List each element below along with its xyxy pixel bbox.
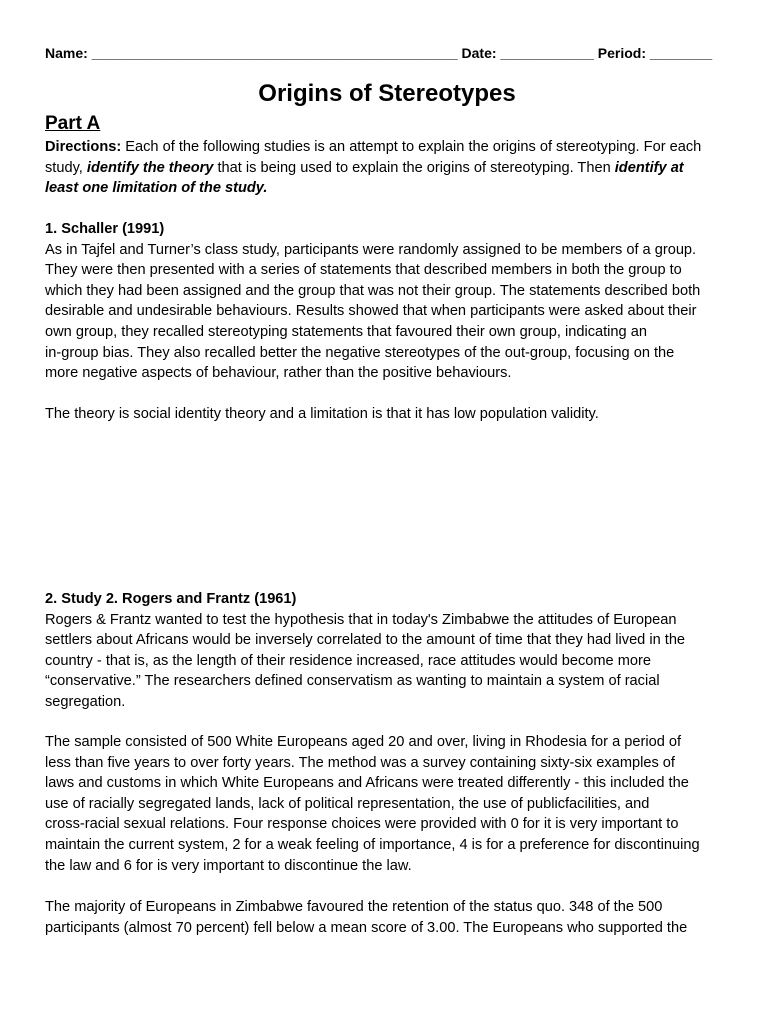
study-1-answer-text: The theory is social identity theory and a limitation is that it has low population validity. — [45, 406, 599, 422]
study-1-answer[interactable] — [45, 404, 729, 425]
study-2-heading: 2. Study 2. Rogers and Frantz (1961) — [45, 591, 297, 607]
study-1-line: As in Tajfel and Turner’s class study, participants were randomly assigned to be members of a group. — [45, 241, 697, 258]
directions-line-2 — [45, 158, 729, 179]
study-2-para3-line: The majority of Europeans in Zimbabwe favoured the retention of the status quo. 348 of the 500 — [45, 899, 663, 915]
study-2-section — [45, 589, 729, 713]
part-a-heading: Part A — [45, 113, 101, 134]
page-title: Origins of Stereotypes — [258, 80, 516, 107]
study-1-line: They were then presented with a series of statements that described members in both the group to — [45, 262, 682, 279]
directions-label: Directions: — [45, 139, 122, 155]
study-2-para1-line: settlers about Africans would be inversely correlated to the amount of time that they had lived in the — [45, 632, 686, 649]
study-2-para2-line: cross-racial sexual relations. Four response choices were provided with 0 for it is very important to — [45, 816, 679, 833]
directions-line-1 — [45, 137, 729, 158]
study-2-results-paragraph — [45, 897, 729, 938]
date-blank[interactable]: ____________ — [500, 45, 594, 61]
study-2-para3-line: participants (almost 70 percent) fell below a mean score of 3.00. The Europeans who supported the — [45, 919, 688, 936]
directions-line-3: least one limitation of the study. — [45, 180, 268, 197]
study-2-sample-paragraph — [45, 732, 729, 876]
study-2-para2-line: use of racially segregated lands, lack of political representation, the use of publicfacilities, and — [45, 795, 650, 812]
directions-text-1: Each of the following studies is an attempt to explain the origins of stereotyping. For each — [121, 139, 702, 155]
study-2-para2-line: the law and 6 for is very important to discontinue the law. — [45, 857, 412, 874]
directions-text-2a: study, — [45, 159, 87, 176]
student-info-header — [45, 45, 729, 61]
study-2-para1-line: segregation. — [45, 693, 126, 710]
study-1-line: own group, they recalled stereotyping statements that favoured their own group, indicating an — [45, 323, 647, 340]
directions-text-2b: that is being used to explain the origins of stereotyping. Then — [213, 159, 615, 176]
study-1-heading: 1. Schaller (1991) — [45, 221, 165, 237]
period-blank[interactable]: ________ — [649, 45, 713, 61]
directions-block — [45, 137, 729, 199]
directions-emphasis-2: identify at — [614, 159, 684, 176]
study-1-line: which they had been assigned and the group that was not their group. The statements described both — [45, 282, 701, 299]
study-1-line: more negative aspects of behaviour, rather than the positive behaviours. — [45, 365, 512, 382]
date-label: Date: — [461, 45, 497, 61]
name-blank[interactable]: _______________________________________________ — [91, 45, 458, 61]
period-label: Period: — [597, 45, 646, 61]
study-1-line: desirable and undesirable behaviours. Results showed that when participants were asked about their — [45, 303, 697, 320]
study-2-para2-line: maintain the current system, 2 for a weak feeling of importance, 4 is for a preference for discontinuing — [45, 836, 700, 853]
study-2-para1-line: “conservative.” The researchers defined conservatism as wanting to maintain a system of racial — [45, 673, 660, 690]
study-2-para1-line: country - that is, as the length of their residence increased, race attitudes would become more — [45, 652, 651, 669]
name-label: Name: — [45, 45, 88, 61]
study-2-para2-line: laws and customs in which White Europeans and Africans were treated differently - this included the — [45, 775, 689, 792]
study-2-para2-line: less than five years to over forty years. The method was a survey containing sixty-six examples of — [45, 754, 675, 771]
study-1-section — [45, 219, 729, 384]
study-2-para2-line: The sample consisted of 500 White Europeans aged 20 and over, living in Rhodesia for a period of — [45, 734, 682, 750]
study-2-para1-line: Rogers & Frantz wanted to test the hypothesis that in today's Zimbabwe the attitudes of European — [45, 611, 677, 628]
directions-emphasis-1: identify the theory — [86, 159, 214, 176]
study-1-line: in-group bias. They also recalled better the negative stereotypes of the out-group, focusing on the — [45, 344, 675, 361]
